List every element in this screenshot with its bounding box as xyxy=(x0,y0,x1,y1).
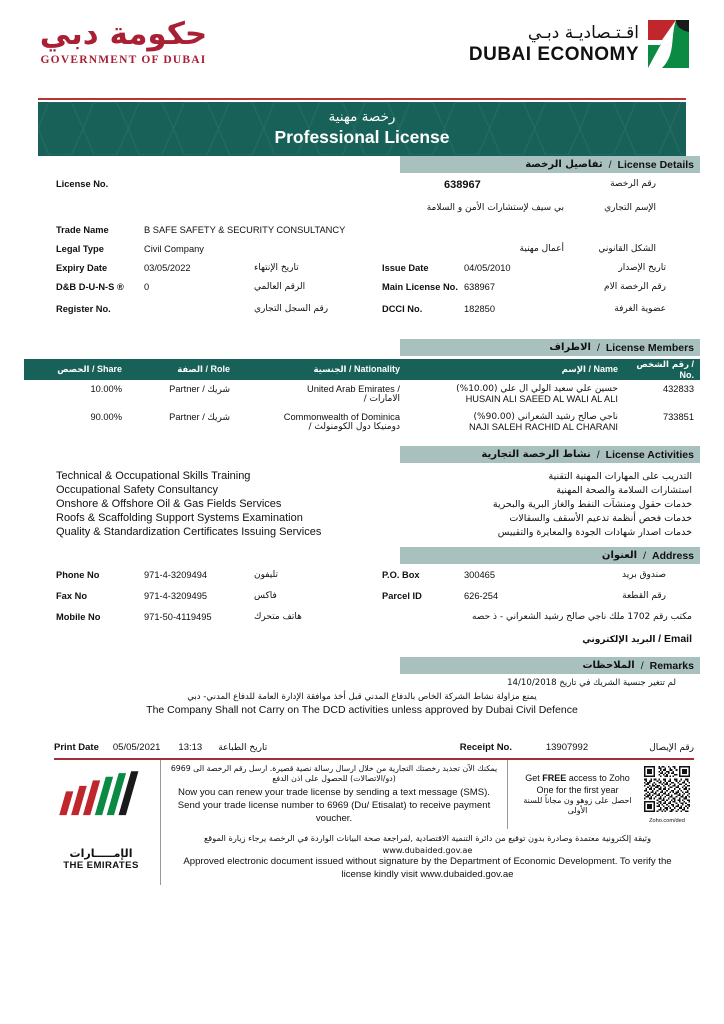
emirates-stripes-icon xyxy=(59,771,143,819)
col-share-en: Share xyxy=(96,364,122,374)
sms-notice-ar: يمكنك الآن تجديد رخصتك التجارية من خلال ارسال رسالة نصية قصيرة. ارسل رقم الرخصة الى 6969 (دو/الاتصالات) للحصول على اذن الدفع xyxy=(170,763,498,784)
row-duns-main-license xyxy=(24,282,700,304)
dcci-label-ar: عضوية الغرفة xyxy=(614,304,666,314)
col-no xyxy=(624,359,700,380)
register-no-label-en: Register No. xyxy=(56,304,111,314)
activity-ar-2: خدمات حقول ومنشآت النفط والغاز البرية والبحرية xyxy=(492,498,692,510)
row-expiry-issue xyxy=(24,263,700,282)
print-receipt-line xyxy=(24,742,700,753)
trade-name-value-ar: بي سيف لإستشارات الأمن و السلامة xyxy=(426,203,564,213)
license-no-value: 638967 xyxy=(444,179,481,191)
license-members-table xyxy=(24,359,700,436)
member-role-ar-1: شريك xyxy=(207,413,230,423)
duns-value: 0 xyxy=(144,282,150,292)
parcel-label-en: Parcel ID xyxy=(382,591,422,601)
remark-line-2-en: The Company Shall not Carry on The DCD activities unless approved by Dubai Civil Defence xyxy=(146,704,578,716)
col-role-ar: الصفة xyxy=(177,365,203,375)
expiry-date-value: 03/05/2022 xyxy=(144,263,191,273)
zoho-text-free: FREE xyxy=(542,773,567,784)
issue-date-label-en: Issue Date xyxy=(382,263,429,273)
gov-logo-arabic-calligraphy: حكومة دبي xyxy=(39,16,208,52)
dcci-value: 182850 xyxy=(464,304,496,314)
row-legal-type xyxy=(24,244,700,263)
duns-label-en: D&B D-U-N-S ® xyxy=(56,282,124,292)
col-nationality xyxy=(236,359,406,380)
license-title-banner xyxy=(38,102,686,156)
disclaimer-strip xyxy=(42,829,694,885)
license-details-rows xyxy=(24,173,700,323)
remarks-body xyxy=(24,678,700,716)
section-header-license-activities xyxy=(400,446,700,463)
member-nationality-ar-0: الامارات / xyxy=(363,394,400,404)
table-row xyxy=(24,408,700,436)
disclaimer-en: Approved electronic document issued without signature by the Department of Economic Development. To verify the license kindly visit www.dubaided.gov.ae xyxy=(183,855,672,880)
table-row xyxy=(24,380,700,408)
list-item xyxy=(24,469,700,483)
section-address-english: Address xyxy=(651,549,694,562)
section-license-details-arabic: تفاصيل الرخصة xyxy=(525,159,603,170)
col-role xyxy=(128,359,236,380)
activity-ar-4: خدمات اصدار شهادات الجودة والمعايرة والتقييس xyxy=(497,526,692,538)
fax-value: 971-4-3209495 xyxy=(144,591,208,601)
member-nationality-1 xyxy=(236,408,406,436)
print-date-value: 05/05/2021 xyxy=(112,742,161,753)
section-header-license-members xyxy=(400,339,700,356)
row-trade-name-arabic xyxy=(24,203,700,225)
gov-logo-english-text: GOVERNMENT OF DUBAI xyxy=(40,53,207,66)
disclaimer-ar: وثيقة إلكترونية معتمدة وصادرة بدون توقيع من دائرة التنمية الاقتصادية ,لمراجعة صحة البيانات الواردة في الرخصة يرجاء زيارة الموقع www.dubaided.gov.ae xyxy=(203,833,652,855)
zoho-text-part2: access to Zoho One for the first year xyxy=(536,773,630,795)
activity-ar-1: استشارات السلامة والصحة المهنية xyxy=(556,484,692,496)
member-nationality-en-0: United Arab Emirates / xyxy=(306,384,400,394)
member-role-ar-0: شريك xyxy=(207,385,230,395)
fax-label-ar: فاكس xyxy=(254,591,277,601)
header-red-rule xyxy=(38,98,686,100)
section-license-details-english: License Details xyxy=(617,158,694,171)
phone-value: 971-4-3209494 xyxy=(144,570,208,580)
pobox-label-en: P.O. Box xyxy=(382,570,420,580)
zoho-qr-code[interactable] xyxy=(644,766,690,824)
disclaimer-text-block xyxy=(160,829,694,885)
list-item xyxy=(24,511,700,525)
col-no-sep: / xyxy=(691,359,694,369)
trade-name-value-en: B SAFE SAFETY & SECURITY CONSULTANCY xyxy=(144,225,346,235)
member-role-en-1: Partner / xyxy=(169,412,205,422)
section-address-arabic: العنوان xyxy=(601,550,638,561)
issue-date-label-ar: تاريخ الإصدار xyxy=(618,263,666,273)
zoho-promo-ad[interactable] xyxy=(508,760,694,830)
receipt-value: 13907992 xyxy=(545,742,589,753)
member-no-0: 432833 xyxy=(662,384,694,394)
dubai-economy-wordmark xyxy=(469,23,639,66)
parcel-label-ar: رقم القطعة xyxy=(622,591,666,601)
remark-line-2-ar: يمنع مزاولة نشاط الشركة الخاص بالدفاع المدني قبل أخذ موافقة الإدارة العامة للدفاع المدني- دبي xyxy=(187,692,537,702)
member-no-1: 733851 xyxy=(662,412,694,422)
license-activities-list xyxy=(24,463,700,539)
register-no-label-ar: رقم السجل التجاري xyxy=(254,304,329,314)
section-activities-arabic: نشاط الرخصة التجارية xyxy=(481,449,591,460)
section-separator-remarks: / xyxy=(640,659,644,672)
issue-date-value: 04/05/2010 xyxy=(464,263,511,273)
member-share-1: 90.00% xyxy=(90,412,122,422)
email-label-ar: البريد الإلكتروني xyxy=(582,635,656,645)
dubai-economy-logo xyxy=(469,18,690,70)
col-name-sep: / xyxy=(588,364,594,374)
member-name-en-0: HUSAIN ALI SAEED AL WALI AL ALI xyxy=(465,394,618,404)
email-label-en: Email xyxy=(663,633,692,645)
col-no-ar: رقم الشخص xyxy=(636,360,689,370)
dcci-label-en: DCCI No. xyxy=(382,304,423,314)
members-table-body xyxy=(24,380,700,436)
member-role-1 xyxy=(128,408,236,436)
address-line-ar: مكتب رقم 1702 ملك ناجي صالح رشيد الشعراني - ذ حصه xyxy=(471,612,692,622)
col-name-ar: الإسم xyxy=(561,365,586,375)
list-item xyxy=(24,483,700,497)
dubai-economy-arabic: اقـتـصاديـة دبـي xyxy=(527,22,639,43)
col-share-sep: / xyxy=(91,364,97,374)
print-date-label-ar: تاريخ الطباعة xyxy=(218,742,268,753)
legal-type-value-ar: أعمال مهنية xyxy=(519,244,564,254)
section-header-remarks xyxy=(400,657,700,674)
sms-renewal-notice xyxy=(160,760,508,830)
pobox-value: 300465 xyxy=(464,570,496,580)
col-name xyxy=(406,359,624,380)
zoho-qr-caption: Zoho.com/ded xyxy=(649,817,685,824)
trade-name-label-en: Trade Name xyxy=(56,225,109,235)
banner-title-arabic: رخصة مهنية xyxy=(328,109,396,126)
col-nationality-ar: الجنسية xyxy=(313,365,347,375)
col-nationality-sep: / xyxy=(348,364,354,374)
legal-type-value-en: Civil Company xyxy=(144,244,204,254)
col-no-en: No. xyxy=(679,370,694,380)
section-remarks-english: Remarks xyxy=(649,659,694,672)
mobile-value: 971-50-4119495 xyxy=(144,612,212,622)
dubai-economy-english: DUBAI ECONOMY xyxy=(468,43,639,65)
activity-ar-0: التدريب على المهارات المهنية التقنية xyxy=(548,470,692,482)
members-header-row xyxy=(24,359,700,380)
section-license-members-arabic: الاطراف xyxy=(549,342,591,353)
activity-en-1: Occupational Safety Consultancy xyxy=(56,484,219,496)
member-name-1 xyxy=(406,408,624,436)
member-nationality-ar-1: دومنيكا دول الكومنولث / xyxy=(308,422,400,432)
col-nationality-en: Nationality xyxy=(353,364,400,374)
col-share xyxy=(24,359,128,380)
member-role-0 xyxy=(128,380,236,408)
row-mobile-address xyxy=(24,612,700,633)
trade-name-label-ar: الإسم التجاري xyxy=(604,203,656,213)
col-name-en: Name xyxy=(593,364,618,374)
section-header-address xyxy=(400,547,700,564)
fax-label-en: Fax No xyxy=(56,591,87,601)
legal-type-label-ar: الشكل القانوني xyxy=(598,244,656,254)
section-separator-members: / xyxy=(596,341,600,354)
email-label-sep: / xyxy=(658,633,664,645)
sms-notice-en: Now you can renew your trade license by sending a text message (SMS). Send your trade license number to 6969 (Du/ Etisalat) to receive payment voucher. xyxy=(177,786,491,824)
section-activities-english: License Activities xyxy=(605,448,694,461)
zoho-text-part1: Get xyxy=(525,773,543,784)
legal-type-label-en: Legal Type xyxy=(56,244,104,254)
activity-en-0: Technical & Occupational Skills Training xyxy=(56,470,251,482)
emirates-wordmark xyxy=(42,844,160,871)
member-name-0 xyxy=(406,380,624,408)
phone-label-en: Phone No xyxy=(56,570,100,580)
activity-en-4: Quality & Standardization Certificates Issuing Services xyxy=(56,526,322,538)
main-license-label-ar: رقم الرخصة الام xyxy=(604,282,666,292)
section-remarks-arabic: الملاحظات xyxy=(582,660,635,671)
email-label-group xyxy=(582,633,700,645)
zoho-promo-text xyxy=(516,773,639,816)
document-header xyxy=(24,0,700,92)
section-separator-activities: / xyxy=(596,448,600,461)
dubai-economy-flag-icon xyxy=(646,18,690,70)
address-rows xyxy=(24,564,700,655)
member-nationality-0 xyxy=(236,380,406,408)
member-name-ar-1: ناجي صالح رشيد الشعراني (90.00%) xyxy=(473,412,618,422)
government-of-dubai-logo xyxy=(36,18,211,66)
row-trade-name-english xyxy=(24,225,700,244)
print-date-label-en: Print Date xyxy=(54,742,99,753)
member-nationality-en-1: Commonwealth of Dominica xyxy=(283,412,400,422)
uae-flag-logo xyxy=(42,760,160,830)
emirates-label-ar: الإمـــــارات xyxy=(69,846,133,860)
member-role-en-0: Partner / xyxy=(169,384,205,394)
activity-en-3: Roofs & Scaffolding Support Systems Examination xyxy=(56,512,303,524)
print-time-value: 13:13 xyxy=(178,742,203,753)
activity-ar-3: خدمات فحص أنظمة تدعيم الأسقف والسقالات xyxy=(509,512,692,524)
member-share-0: 10.00% xyxy=(90,384,122,394)
section-license-members-english: License Members xyxy=(605,341,694,354)
list-item xyxy=(24,497,700,511)
parcel-value: 626-254 xyxy=(464,591,499,601)
col-role-sep: / xyxy=(205,364,211,374)
activity-en-2: Onshore & Offshore Oil & Gas Fields Services xyxy=(56,498,282,510)
row-fax-parcel xyxy=(24,591,700,612)
member-name-ar-0: حسين علي سعيد الولي ال علي (10.00%) xyxy=(456,384,618,394)
license-no-label-en: License No. xyxy=(56,179,109,189)
banner-title-english: Professional License xyxy=(274,126,450,147)
members-table-head xyxy=(24,359,700,380)
row-license-no xyxy=(24,179,700,203)
license-no-label-ar: رقم الرخصة xyxy=(610,179,656,189)
qr-code-icon xyxy=(644,766,690,812)
emirates-label-en: THE EMIRATES xyxy=(63,859,139,871)
duns-label-ar: الرقم العالمي xyxy=(254,282,306,292)
row-phone-pobox xyxy=(24,570,700,591)
expiry-date-label-en: Expiry Date xyxy=(56,263,108,273)
expiry-date-label-ar: تاريخ الإنتهاء xyxy=(254,263,299,273)
phone-label-ar: تليفون xyxy=(254,570,279,580)
main-license-value: 638967 xyxy=(464,282,496,292)
row-email xyxy=(24,633,700,655)
remark-line-1-ar: لم تتغير جنسية الشريك في تاريخ 14/10/2018 xyxy=(507,678,676,688)
mobile-label-ar: هاتف متحرك xyxy=(254,612,302,622)
promo-strip xyxy=(42,760,694,830)
member-name-en-1: NAJI SALEH RACHID AL CHARANI xyxy=(469,422,618,432)
main-license-label-en: Main License No. xyxy=(382,282,458,292)
pobox-label-ar: صندوق بريد xyxy=(622,570,666,580)
row-register-dcci xyxy=(24,304,700,323)
section-header-license-details xyxy=(400,156,700,173)
receipt-label-ar: رقم الإيصال xyxy=(649,742,694,753)
section-separator-address: / xyxy=(643,549,646,562)
section-separator: / xyxy=(608,158,612,171)
mobile-label-en: Mobile No xyxy=(56,612,101,622)
col-role-en: Role xyxy=(210,364,230,374)
zoho-text-ar: احصل على زوهو ون مجاناً للسنة الأولى xyxy=(523,795,632,815)
receipt-label-en: Receipt No. xyxy=(459,742,512,753)
col-share-ar: الحصص xyxy=(57,365,90,375)
list-item xyxy=(24,525,700,539)
